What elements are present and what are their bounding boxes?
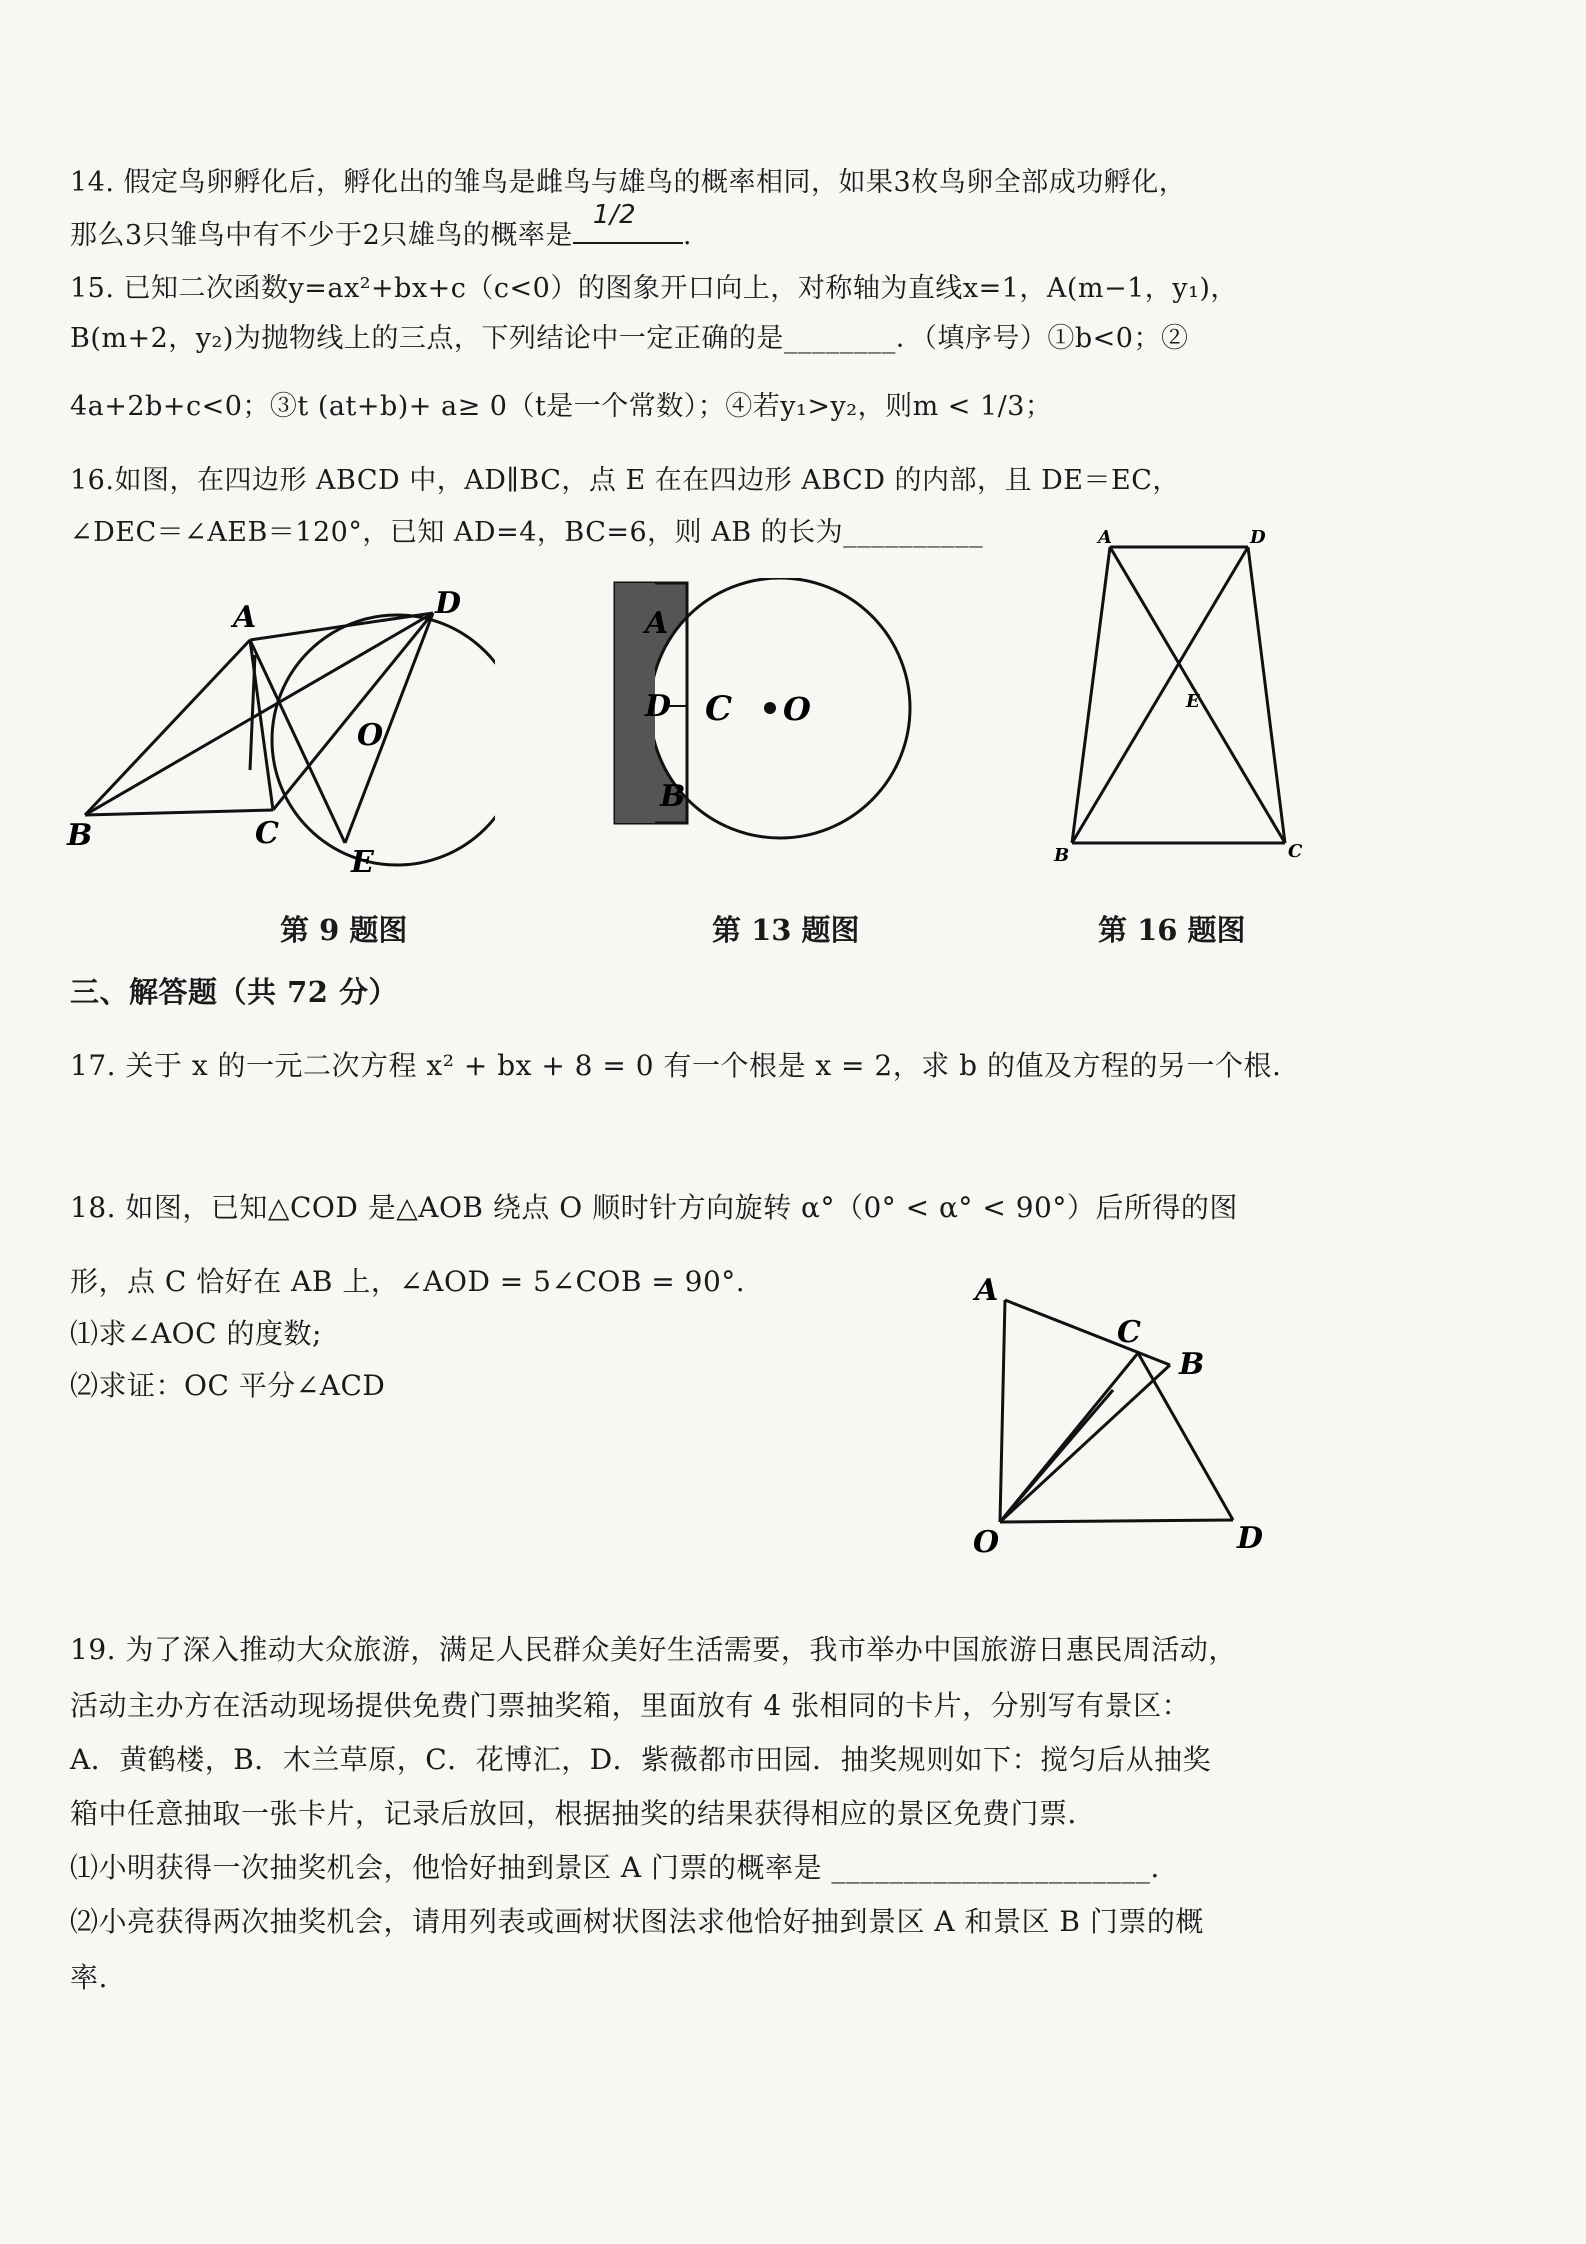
q18-line2: 形，点 C 恰好在 AB 上，∠AOD = 5∠COB = 90°. (70, 1265, 746, 1298)
q19-line7: 率. (70, 1961, 108, 1994)
fig16-label-c: C (1288, 841, 1303, 862)
q19-line4: 箱中任意抽取一张卡片，记录后放回，根据抽奖的结果获得相应的景区免费门票． (70, 1797, 1097, 1830)
figure-13-caption: 第 13 题图 (712, 913, 860, 947)
q19-line5: ⑴小明获得一次抽奖机会，他恰好抽到景区 A 门票的概率是 ______________________. (70, 1851, 1160, 1884)
q17-text: 17. 关于 x 的一元二次方程 x² + bx + 8 = 0 有一个根是 x = 2，求 b 的值及方程的另一个根. (70, 1049, 1282, 1082)
fig13-label-o: O (783, 690, 811, 728)
q14-line1: 14. 假定鸟卵孵化后，孵化出的雏鸟是雌鸟与雄鸟的概率相同，如果3枚鸟卵全部成功孵化， (70, 167, 1187, 198)
q14-answer-blank (573, 200, 683, 244)
q15-line1: 15. 已知二次函数y=ax²+bx+c（c<0）的图象开口向上，对称轴为直线x=1，A(m−1，y₁)， (70, 273, 1238, 304)
figure-18 (955, 1270, 1285, 1564)
fig13-label-c: C (705, 689, 733, 729)
fig9-label-a: A (233, 600, 257, 635)
fig18-label-d: D (1237, 1521, 1264, 1556)
fig16-label-b: B (1054, 845, 1070, 865)
figure-9-caption: 第 9 题图 (280, 913, 408, 947)
fig13-circle (650, 578, 910, 838)
fig9-label-c: C (255, 816, 279, 851)
q16-line1: 16.如图，在四边形 ABCD 中，AD∥BC，点 E 在在四边形 ABCD 的内部，且 DE＝EC， (70, 465, 1180, 496)
fig18-label-c: C (1117, 1315, 1141, 1350)
fig18-label-b: B (1179, 1347, 1205, 1382)
fig9-label-e: E (351, 845, 374, 880)
fig13-label-b: B (660, 779, 686, 814)
q14-line2-prefix: 那么3只雏鸟中有不少于2只雄鸟的概率是 (70, 220, 573, 251)
fig13-center-dot (764, 702, 776, 714)
q19-line1: 19. 为了深入推动大众旅游，满足人民群众美好生活需要，我市举办中国旅游日惠民周活动， (70, 1633, 1237, 1666)
q14-handwritten-answer: 1/2 (592, 200, 637, 230)
figure-13 (605, 578, 925, 862)
fig13-label-a: A (645, 606, 669, 641)
fig16-label-a: A (1098, 527, 1112, 548)
q16-line2: ∠DEC＝∠AEB＝120°，已知 AD=4，BC=6，则 AB 的长为__________ (70, 517, 984, 548)
fig9-label-o: O (357, 718, 384, 753)
fig18-label-o: O (973, 1525, 1000, 1560)
fig13-label-d: D (645, 689, 672, 724)
q18-part1: ⑴求∠AOC 的度数; (70, 1317, 322, 1350)
fig9-label-b: B (67, 818, 93, 853)
fig18-label-a: A (975, 1273, 999, 1308)
figure-9 (55, 585, 495, 889)
fig16-label-e: E (1186, 691, 1200, 712)
q19-line6: ⑵小亮获得两次抽奖机会，请用列表或画树状图法求他恰好抽到景区 A 和景区 B 门票的概 (70, 1905, 1204, 1938)
q19-line3: A．黄鹤楼，B．木兰草原，C．花博汇，D．紫薇都市田园．抽奖规则如下：搅匀后从抽奖 (70, 1743, 1212, 1776)
q14-line2 (70, 200, 692, 252)
q15-line2: B(m+2，y₂)为抛物线上的三点，下列结论中一定正确的是________．（填序号）①b<0；② (70, 323, 1189, 354)
fig9-label-d: D (435, 586, 462, 621)
q15-line3: 4a+2b+c<0；③t (at+b)+ a≥ 0（t是一个常数）；④若y₁>y₂，则m < 1/3； (70, 391, 1053, 422)
q18-line1: 18. 如图，已知△COD 是△AOB 绕点 O 顺时针方向旋转 α°（0° < α° < 90°）后所得的图 (70, 1191, 1238, 1224)
fig16-label-d: D (1250, 527, 1266, 548)
figure-16 (1050, 525, 1310, 869)
section-3-heading: 三、解答题（共 72 分） (70, 975, 399, 1009)
q19-line2: 活动主办方在活动现场提供免费门票抽奖箱，里面放有 4 张相同的卡片，分别写有景区： (70, 1689, 1191, 1722)
q14-line2-suffix: . (682, 220, 692, 251)
figure-16-caption: 第 16 题图 (1098, 913, 1246, 947)
q18-part2: ⑵求证：OC 平分∠ACD (70, 1369, 386, 1402)
